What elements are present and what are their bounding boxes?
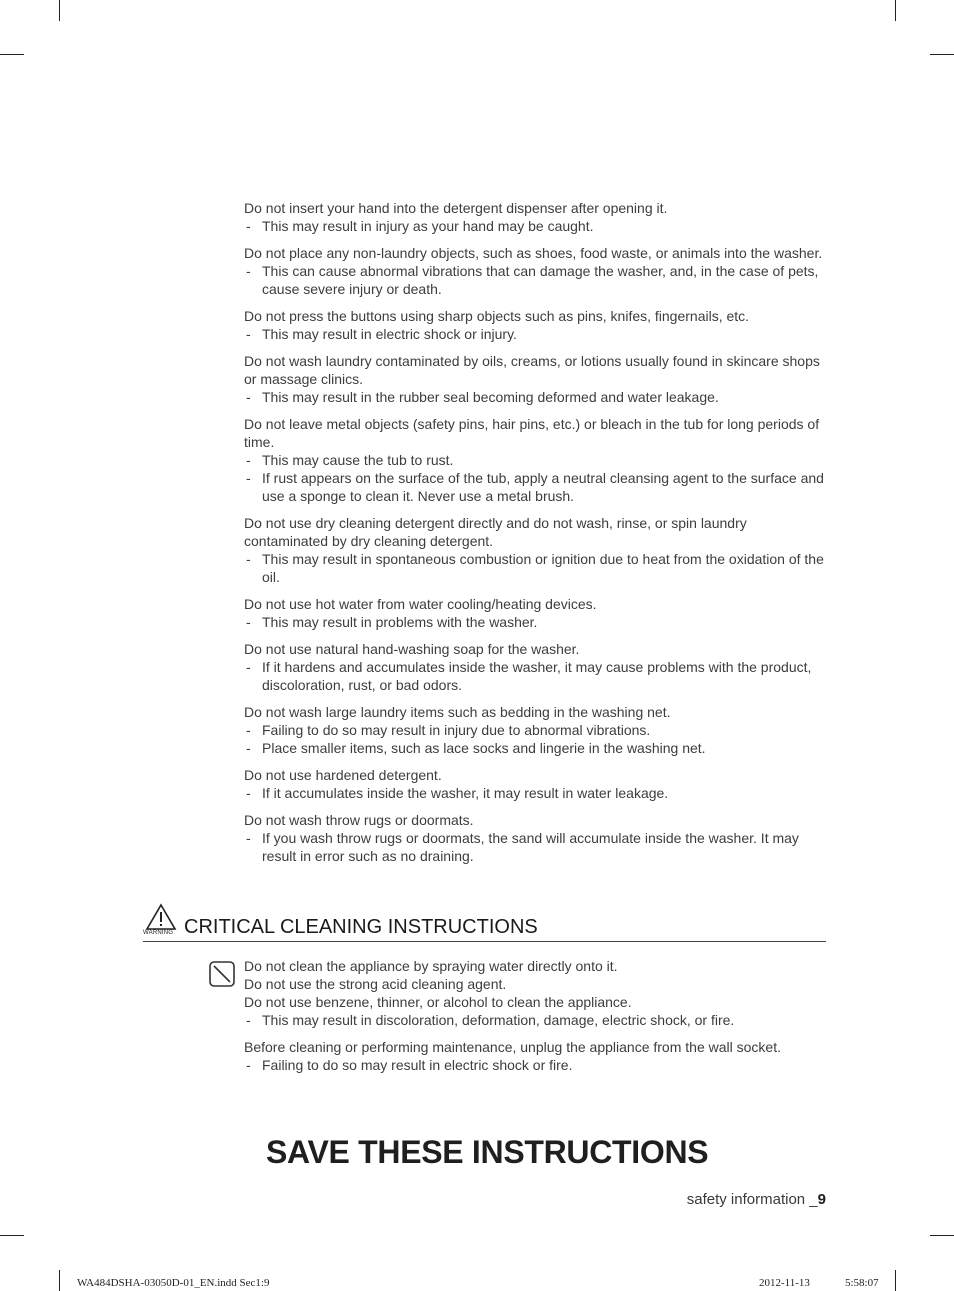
sub-item: [244, 388, 826, 406]
sub-item: [244, 1056, 826, 1074]
instruction-item: [244, 514, 826, 586]
slug-date: 2012-11-13: [759, 1277, 810, 1289]
sub-item-text: Failing to do so may result in injury due to abnormal vibrations.: [262, 722, 651, 738]
instruction-text: Do not use natural hand-washing soap for the washer.: [244, 641, 580, 657]
sub-item-text: Failing to do so may result in electric shock or fire.: [262, 1057, 573, 1073]
instruction-text: Do not use hot water from water cooling/heating devices.: [244, 596, 597, 612]
page-number: 9: [817, 1191, 826, 1208]
dash-bullet: -: [246, 659, 251, 675]
crop-mark: [59, 1270, 60, 1291]
cleaning-text: Do not use benzene, thinner, or alcohol to clean the appliance.: [244, 994, 632, 1010]
instruction-text: Do not wash laundry contaminated by oils, creams, or lotions usually found in skincare shops or massage clinics.: [244, 353, 820, 387]
sub-item-text: This may cause the tub to rust.: [262, 452, 454, 468]
footer-section-label: safety information _: [686, 1191, 818, 1208]
dash-bullet: -: [246, 830, 251, 846]
cleaning-text: Do not use the strong acid cleaning agent.: [244, 976, 507, 992]
instruction-list: [244, 199, 826, 874]
sub-item-text: Place smaller items, such as lace socks and lingerie in the washing net.: [262, 740, 706, 756]
dash-bullet: -: [246, 1012, 251, 1028]
instruction-text: Do not wash throw rugs or doormats.: [244, 812, 474, 828]
dash-bullet: -: [246, 551, 251, 567]
sub-item-text: If it hardens and accumulates inside the washer, it may cause problems with the product, discoloration, rust, or bad odors.: [262, 659, 812, 693]
cleaning-text: Before cleaning or performing maintenance, unplug the appliance from the wall socket.: [244, 1039, 781, 1055]
sub-item: [244, 262, 826, 298]
crop-mark: [0, 1235, 24, 1236]
instruction-text: Do not insert your hand into the detergent dispenser after opening it.: [244, 200, 668, 216]
sub-item: [244, 784, 826, 802]
dash-bullet: -: [246, 470, 251, 486]
instruction-item: [244, 703, 826, 757]
sub-item: [244, 829, 826, 865]
cleaning-instruction-list: [244, 957, 826, 1083]
instruction-text: Do not use dry cleaning detergent directly and do not wash, rinse, or spin laundry contaminated by dry cleaning detergent.: [244, 515, 747, 549]
sub-item: [244, 451, 826, 469]
instruction-item: [244, 199, 826, 235]
warning-badge: [143, 903, 179, 939]
dash-bullet: -: [246, 614, 251, 630]
section-title: CRITICAL CLEANING INSTRUCTIONS: [184, 916, 538, 938]
dash-bullet: -: [246, 452, 251, 468]
crop-mark: [59, 0, 60, 21]
instruction-item: [244, 640, 826, 694]
cleaning-text: Do not clean the appliance by spraying water directly onto it.: [244, 958, 618, 974]
sub-item-text: This may result in electric shock or injury.: [262, 326, 517, 342]
sub-item-text: This may result in discoloration, deformation, damage, electric shock, or fire.: [262, 1012, 735, 1028]
instruction-item: [244, 307, 826, 343]
instruction-item: [244, 766, 826, 802]
dash-bullet: -: [246, 389, 251, 405]
sub-item-text: If you wash throw rugs or doormats, the sand will accumulate inside the washer. It may result in error such as no draining.: [262, 830, 799, 864]
instruction-item: [244, 811, 826, 865]
sub-item: [244, 217, 826, 235]
sub-item-text: This may result in spontaneous combustion or ignition due to heat from the oxidation of the oil.: [262, 551, 824, 585]
crop-mark: [895, 1270, 896, 1291]
instruction-item: [244, 352, 826, 406]
sub-item: [244, 613, 826, 631]
instruction-item: [244, 595, 826, 631]
sub-item-text: This may result in the rubber seal becoming deformed and water leakage.: [262, 389, 719, 405]
instruction-text: Do not wash large laundry items such as bedding in the washing net.: [244, 704, 671, 720]
dash-bullet: -: [246, 326, 251, 342]
sub-item: [244, 1011, 826, 1029]
sub-item: [244, 658, 826, 694]
warning-triangle-icon: [145, 903, 177, 931]
crop-mark: [0, 54, 24, 55]
sub-item-text: This may result in problems with the washer.: [262, 614, 538, 630]
cleaning-item: [244, 1038, 826, 1074]
dash-bullet: -: [246, 263, 251, 279]
page-footer: [687, 1191, 826, 1208]
crop-mark: [930, 1235, 954, 1236]
slug-file: WA484DSHA-03050D-01_EN.indd Sec1:9: [77, 1277, 270, 1289]
sub-item: [244, 550, 826, 586]
dash-bullet: -: [246, 722, 251, 738]
sub-item: [244, 325, 826, 343]
save-instructions-title: SAVE THESE INSTRUCTIONS: [266, 1134, 709, 1170]
instruction-text: Do not use hardened detergent.: [244, 767, 442, 783]
sub-item: [244, 721, 826, 739]
sub-item: [244, 469, 826, 505]
cleaning-item: [244, 957, 826, 1029]
instruction-text: Do not press the buttons using sharp objects such as pins, knifes, fingernails, etc.: [244, 308, 750, 324]
sub-item: [244, 739, 826, 757]
sub-item-text: This may result in injury as your hand may be caught.: [262, 218, 594, 234]
sub-item-text: This can cause abnormal vibrations that can damage the washer, and, in the case of pets, cause severe injury or death.: [262, 263, 819, 297]
dash-bullet: -: [246, 740, 251, 756]
instruction-item: [244, 415, 826, 505]
dash-bullet: -: [246, 785, 251, 801]
dash-bullet: -: [246, 218, 251, 234]
warning-label: WARNING: [143, 930, 174, 936]
dash-bullet: -: [246, 1057, 251, 1073]
section-header: [143, 903, 826, 942]
sub-item-text: If it accumulates inside the washer, it may result in water leakage.: [262, 785, 669, 801]
prohibited-icon: [209, 961, 235, 987]
instruction-text: Do not leave metal objects (safety pins, hair pins, etc.) or bleach in the tub for long periods of time.: [244, 416, 820, 450]
crop-mark: [930, 54, 954, 55]
instruction-text: Do not place any non-laundry objects, such as shoes, food waste, or animals into the washer.: [244, 245, 823, 261]
slug-time: 5:58:07: [845, 1277, 879, 1289]
crop-mark: [895, 0, 896, 21]
sub-item-text: If rust appears on the surface of the tub, apply a neutral cleansing agent to the surface and use a sponge to clean it. Never use a metal brush.: [262, 470, 824, 504]
instruction-item: [244, 244, 826, 298]
